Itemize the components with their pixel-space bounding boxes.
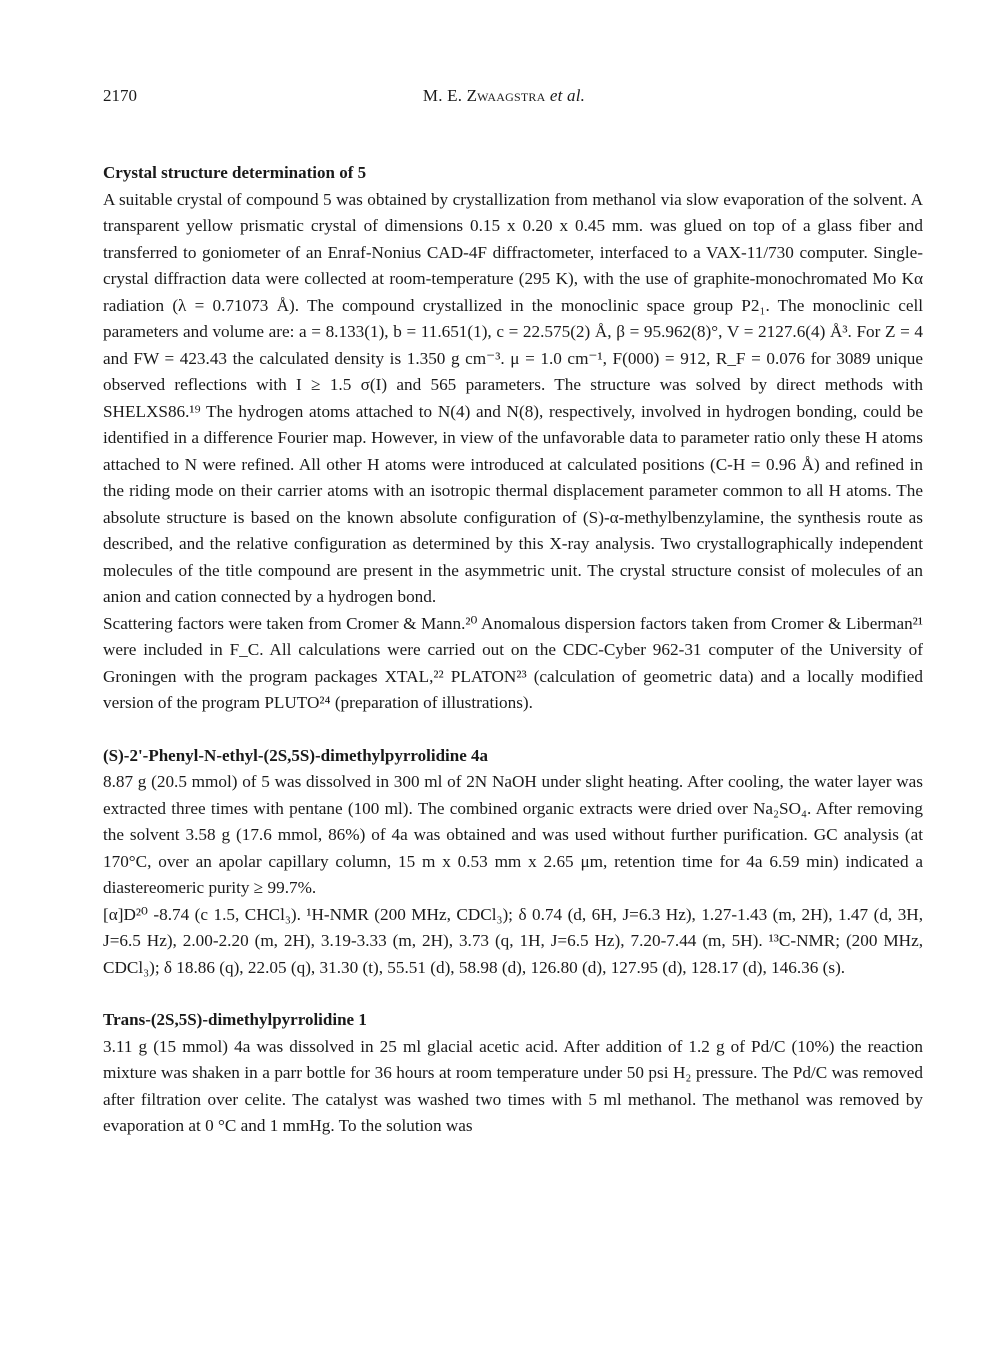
paragraph: A suitable crystal of compound 5 was obtained by crystallization from methanol via slow evaporation of the solvent. A transparent yellow prismatic crystal of dimensions 0.15 x 0.20 x 0.45 mm. was glued on top of a glass fiber and transferred to goniometer of an Enraf-Nonius CAD-4F diffractometer, interfaced to a VAX-11/730 computer. Single-crystal diffraction data were collected at room-temperature (295 K), with the use of graphite-monochromated Mo Kα radiation (λ = 0.71073 Å). The compound crystallized in the monoclinic space group P2₁. The monoclinic cell parameters and volume are: a = 8.133(1), b = 11.651(1), c = 22.575(2) Å, β = 95.962(8)°, V = 2127.6(4) Å³. For Z = 4 and FW = 423.43 the calculated density is 1.350 g cm⁻³. μ = 1.0 cm⁻¹, F(000) = 912, R_F = 0.076 for 3089 unique observed reflections with I ≥ 1.5 σ(I) and 565 parameters. The structure was solved by direct methods with SHELXS86.¹⁹ The hydrogen atoms attached to N(4) and N(8), respectively, involved in hydrogen bonding, could be identified in a difference Fourier map. However, in view of the unfavorable data to parameter ratio only these H atoms attached to N were refined. All other H atoms were introduced at calculated positions (C-H = 0.96 Å) and refined in the riding mode on their carrier atoms with an isotropic thermal displacement parameter common to all H atoms. The absolute structure is based on the known absolute configuration of (S)-α-methylbenzylamine, the synthesis route as described, and the relative configuration as determined by this X-ray analysis. Two crystallographically independent molecules of the title compound are present in the asymmetric unit. The crystal structure consist of molecules of an anion and cation connected by a hydrogen bond.: [103, 189, 923, 606]
section-crystal-structure: [103, 160, 923, 717]
paragraph: [α]D²⁰ -8.74 (c 1.5, CHCl₃). ¹H-NMR (200 MHz, CDCl₃); δ 0.74 (d, 6H, J=6.3 Hz), 1.27-1.43 (m, 2H), 1.47 (d, 3H, J=6.5 Hz), 2.00-2.20 (m, 2H), 3.19-3.33 (m, 2H), 3.73 (q, 1H, J=6.5 Hz), 7.20-7.44 (m, 5H). ¹³C-NMR; (200 MHz, CDCl₃); δ 18.86 (q), 22.05 (q), 31.30 (t), 55.51 (d), 58.98 (d), 126.80 (d), 127.95 (d), 128.17 (d), 146.36 (s).: [103, 904, 923, 977]
section-dimethylpyrrolidine: [103, 1007, 923, 1140]
running-head-surname: Zwaagstra: [466, 86, 546, 105]
running-head: [0, 86, 1008, 106]
section-heading: Trans-(2S,5S)-dimethylpyrrolidine 1: [103, 1010, 367, 1029]
section-heading: (S)-2'-Phenyl-N-ethyl-(2S,5S)-dimethylpyrrolidine 4a: [103, 745, 489, 765]
paragraph: 8.87 g (20.5 mmol) of 5 was dissolved in 300 ml of 2N NaOH under slight heating. After cooling, the water layer was extracted three times with pentane (100 ml). The combined organic extracts were dried over Na₂SO₄. After removing the solvent 3.58 g (17.6 mmol, 86%) of 4a was obtained and was used without further purification. GC analysis (at 170°C, over an apolar capillary column, 15 m x 0.53 mm x 2.65 μm, retention time for 4a 6.59 min) indicated a diastereomeric purity ≥ 99.7%.: [103, 772, 923, 897]
paragraph: Scattering factors were taken from Cromer & Mann.²⁰ Anomalous dispersion factors taken from Cromer & Liberman²¹ were included in F_C. All calculations were carried out on the CDC-Cyber 962-31 computer of the University of Groningen with the program packages XTAL,²² PLATON²³ (calculation of geometric data) and a locally modified version of the program PLUTO²⁴ (preparation of illustrations).: [103, 613, 923, 712]
page-number: 2170: [103, 86, 137, 105]
article-body: [103, 160, 923, 1140]
section-heading: Crystal structure determination of 5: [103, 163, 367, 182]
section-phenyl-pyrrolidine: [103, 743, 923, 982]
paragraph: 3.11 g (15 mmol) 4a was dissolved in 25 ml glacial acetic acid. After addition of 1.2 g of Pd/C (10%) the reaction mixture was shaken in a parr bottle for 36 hours at room temperature under 50 psi H₂ pressure. The Pd/C was removed after filtration over celite. The catalyst was washed two times with 5 ml methanol. The methanol was removed by evaporation at 0 °C and 1 mmHg. To the solution was: [103, 1036, 923, 1135]
running-head-prefix: M. E.: [422, 86, 467, 105]
running-head-suffix: et al.: [545, 86, 586, 105]
